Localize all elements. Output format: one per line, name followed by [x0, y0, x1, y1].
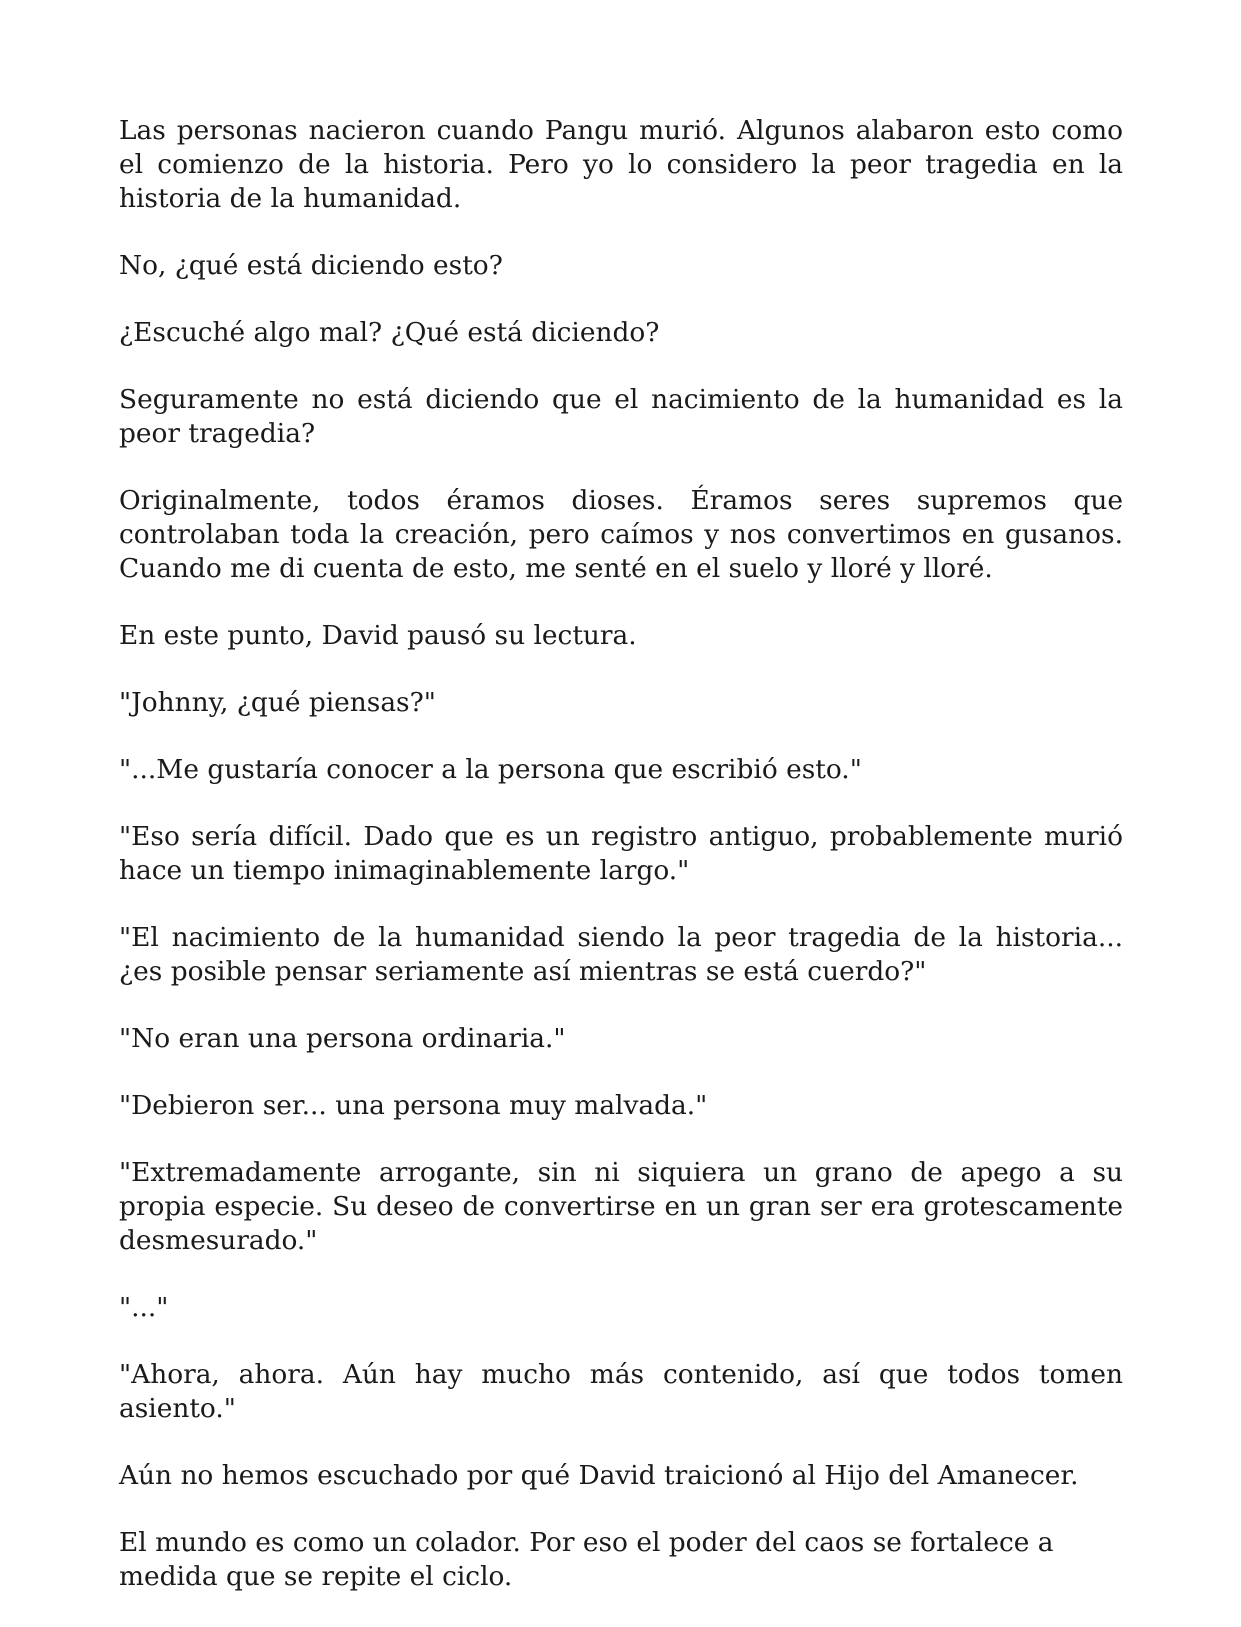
paragraph: "Johnny, ¿qué piensas?" [119, 687, 436, 718]
paragraph: No, ¿qué está diciendo esto? [119, 250, 503, 281]
paragraph: "Debieron ser... una persona muy malvada." [119, 1090, 708, 1121]
paragraph: "Eso sería difícil. Dado que es un registro antiguo, probablemente murió hace un tiempo inimaginablemente largo." [119, 821, 1123, 886]
paragraph: Aún no hemos escuchado por qué David traicionó al Hijo del Amanecer. [119, 1460, 1079, 1491]
paragraph: "No eran una persona ordinaria." [119, 1023, 566, 1054]
paragraph: "Ahora, ahora. Aún hay mucho más contenido, así que todos tomen asiento." [119, 1359, 1123, 1424]
paragraph: "Extremadamente arrogante, sin ni siquiera un grano de apego a su propia especie. Su deseo de convertirse en un gran ser era grotescamente desmesurado." [119, 1157, 1123, 1256]
paragraph: En este punto, David pausó su lectura. [119, 620, 637, 651]
document-page [119, 114, 1123, 1627]
paragraph: ¿Escuché algo mal? ¿Qué está diciendo? [119, 317, 660, 348]
paragraph: "El nacimiento de la humanidad siendo la peor tragedia de la historia... ¿es posible pensar seriamente así mientras se está cuerdo?" [119, 922, 1123, 987]
paragraph: Seguramente no está diciendo que el nacimiento de la humanidad es la peor tragedia? [119, 384, 1123, 449]
paragraph: "...Me gustaría conocer a la persona que escribió esto." [119, 754, 862, 785]
paragraph: "..." [119, 1292, 169, 1323]
paragraph: Las personas nacieron cuando Pangu murió. Algunos alabaron esto como el comienzo de la historia. Pero yo lo considero la peor tragedia en la historia de la humanidad. [119, 115, 1123, 214]
paragraph: El mundo es como un colador. Por eso el poder del caos se fortalece a medida que se repite el ciclo. [119, 1527, 1054, 1592]
paragraph: Originalmente, todos éramos dioses. Éramos seres supremos que controlaban toda la creación, pero caímos y nos convertimos en gusanos. Cuando me di cuenta de esto, me senté en el suelo y lloré y lloré. [119, 485, 1123, 584]
